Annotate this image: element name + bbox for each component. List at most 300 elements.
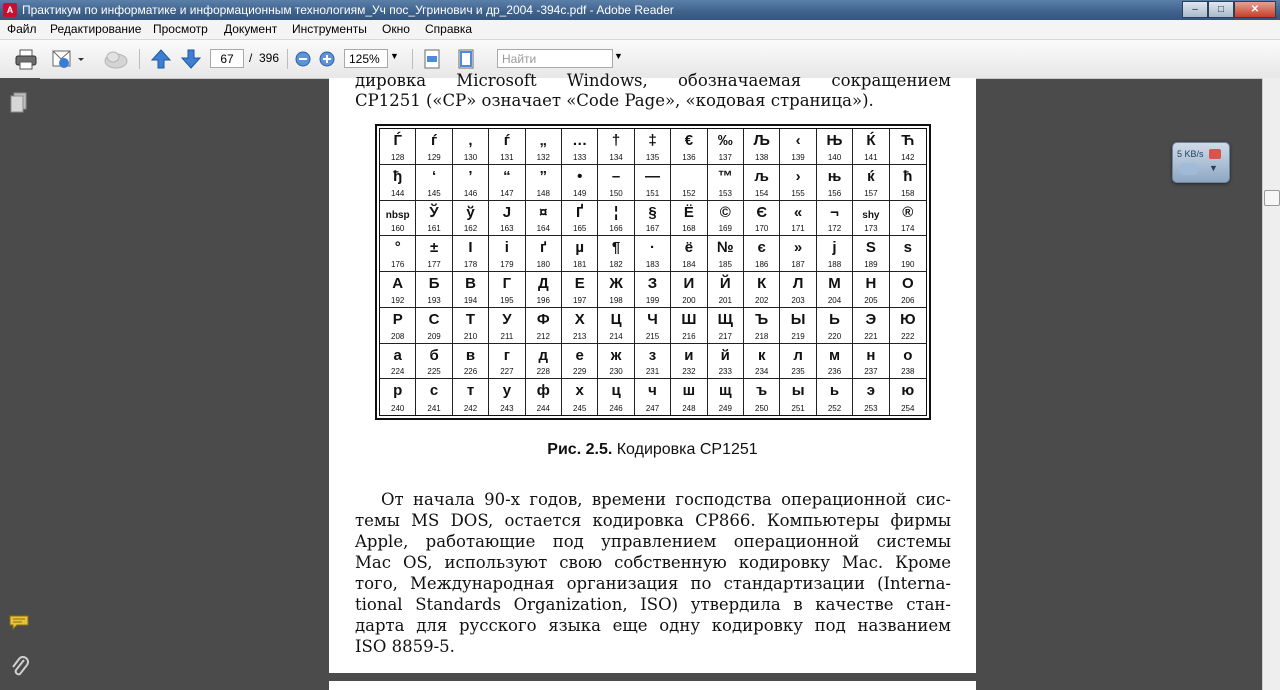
code-number: 201 [718, 295, 732, 305]
code-char: Љ [753, 132, 770, 149]
code-char: … [572, 132, 588, 149]
code-char: Ў [429, 203, 439, 221]
code-number: 140 [827, 152, 842, 162]
code-cell [489, 344, 525, 380]
code-char: ћ [903, 167, 913, 185]
code-number: 233 [718, 367, 732, 377]
code-char: › [795, 167, 801, 185]
code-number: 165 [573, 224, 587, 234]
code-char: С [428, 310, 440, 328]
menu-bar [0, 20, 1280, 40]
code-char: ‹ [795, 132, 801, 149]
comments-icon[interactable] [8, 614, 32, 637]
code-number: 142 [901, 152, 915, 162]
code-char: ч [648, 382, 657, 400]
fit-page-icon[interactable] [454, 47, 478, 71]
code-char: Ф [536, 310, 550, 328]
network-speed-text: 5 KB/s [1177, 149, 1204, 159]
paragraph-line: ISO 8859-5. [355, 637, 455, 656]
code-cell [416, 344, 452, 380]
code-cell [416, 129, 452, 165]
menu-help[interactable]: Справка [425, 22, 473, 36]
chevron-down-icon: ▼ [1209, 163, 1218, 173]
code-cell [489, 272, 525, 308]
cloud-icon [1179, 163, 1199, 175]
code-char: О [901, 275, 914, 292]
code-cell [416, 201, 452, 237]
code-char: » [793, 239, 803, 257]
code-cell [671, 201, 707, 237]
code-char: Н [865, 275, 877, 292]
code-char: — [644, 167, 660, 185]
code-char: ц [611, 382, 621, 400]
code-char: в [465, 346, 476, 364]
code-char: Э [865, 310, 877, 328]
code-char: © [719, 203, 731, 221]
code-cell [853, 201, 889, 237]
code-char: г [503, 346, 511, 364]
code-cell [489, 308, 525, 344]
title-bar [0, 0, 1280, 20]
code-cell [853, 165, 889, 201]
code-cell [817, 344, 853, 380]
cloud-icon[interactable] [100, 47, 132, 71]
code-char: х [575, 382, 584, 400]
code-number: 141 [864, 152, 878, 162]
code-char: ф [536, 382, 550, 400]
code-number: 130 [463, 152, 478, 162]
code-table-grid [379, 128, 927, 416]
code-char: ґ [539, 239, 547, 257]
code-cell [780, 344, 816, 380]
code-cell [708, 344, 744, 380]
paragraph-line: темы MS DOS, остается кодировка CP866. Компьютеры фирмы [355, 511, 951, 530]
code-number: 171 [791, 224, 805, 234]
code-char: е [575, 346, 584, 364]
code-char: ш [682, 382, 696, 400]
code-char: Щ [717, 310, 733, 328]
code-number: 157 [864, 188, 878, 198]
page-number-input[interactable]: 67 [210, 49, 244, 68]
code-char: Ж [609, 275, 623, 292]
code-cell [562, 201, 598, 237]
code-number: 217 [718, 331, 732, 341]
code-number: 214 [609, 331, 623, 341]
code-number: 218 [755, 331, 769, 341]
close-button[interactable]: ✕ [1234, 1, 1276, 18]
code-number: 188 [827, 260, 842, 269]
code-char: А [392, 275, 404, 292]
code-cell [453, 308, 489, 344]
document-page [329, 71, 976, 673]
code-char: Х [574, 310, 585, 328]
code-cell [890, 272, 926, 308]
arrow-down-icon[interactable] [178, 47, 204, 71]
zoom-out-icon[interactable] [293, 47, 313, 71]
code-cell [744, 272, 780, 308]
cp1251-code-table [375, 124, 931, 420]
code-number: 194 [463, 295, 478, 305]
code-char: ¬ [830, 203, 839, 221]
code-char: ё [684, 239, 694, 257]
code-cell [635, 236, 671, 272]
code-cell [453, 201, 489, 237]
code-char: Д [537, 275, 549, 292]
code-char: ж [610, 346, 622, 364]
code-number: 178 [463, 260, 478, 269]
menu-document[interactable]: Документ [224, 22, 278, 36]
code-cell [890, 344, 926, 380]
code-char: а [393, 346, 402, 364]
code-number: 172 [827, 224, 842, 234]
code-char: Њ [826, 132, 843, 149]
code-cell [380, 165, 416, 201]
code-char: у [502, 382, 512, 400]
code-char: № [716, 239, 734, 257]
code-char: ¤ [539, 203, 548, 221]
code-number: 146 [463, 188, 478, 198]
code-cell [562, 272, 598, 308]
code-cell [780, 379, 816, 415]
code-cell [780, 308, 816, 344]
code-number: 250 [755, 404, 769, 413]
code-char: Ю [900, 310, 916, 328]
code-char: ’ [468, 167, 473, 185]
code-char: ђ [393, 167, 403, 185]
code-cell [380, 344, 416, 380]
maximize-button[interactable]: □ [1208, 1, 1234, 18]
code-number: 253 [864, 404, 878, 413]
find-dropdown-icon[interactable]: ▼ [614, 51, 623, 61]
code-number: 147 [500, 188, 514, 198]
code-cell [890, 201, 926, 237]
menu-tools[interactable]: Инструменты [292, 22, 367, 36]
code-char: њ [827, 167, 842, 185]
code-cell [890, 236, 926, 272]
menu-window[interactable]: Окно [382, 22, 410, 36]
code-number: 205 [864, 295, 878, 305]
email-icon[interactable] [48, 47, 88, 71]
code-cell [489, 129, 525, 165]
code-char: љ [754, 167, 769, 185]
code-number: 149 [573, 188, 587, 198]
code-number: 138 [755, 152, 769, 162]
code-char: § [648, 203, 657, 221]
code-number: 222 [901, 331, 915, 341]
code-cell [780, 236, 816, 272]
code-number: 156 [827, 188, 842, 198]
code-cell [453, 272, 489, 308]
code-char: Ќ [866, 132, 876, 149]
code-cell [526, 165, 562, 201]
code-number: 249 [718, 404, 732, 413]
code-number: 169 [718, 224, 732, 234]
code-cell [708, 236, 744, 272]
paragraph-line: дарта для русского языка еще одну кодировку под названием [355, 616, 951, 635]
code-number: 220 [827, 331, 842, 341]
code-number: 209 [427, 331, 441, 341]
zoom-in-icon[interactable] [317, 47, 337, 71]
code-number: 167 [645, 224, 660, 234]
code-char: ѓ [430, 132, 438, 149]
code-number: 208 [391, 331, 405, 341]
code-number: 215 [645, 331, 660, 341]
paragraph-line: От начала 90-х годов, времени господства операционной сис- [381, 490, 951, 509]
code-cell [853, 379, 889, 415]
code-cell [744, 129, 780, 165]
code-cell [708, 379, 744, 415]
paragraph-line: Apple, работающие под управлением операционной системы [355, 532, 951, 551]
code-number: 252 [827, 404, 842, 413]
code-number: 173 [864, 224, 878, 234]
caption-label: Рис. 2.5. [547, 441, 613, 458]
code-char: Ґ [576, 203, 584, 221]
code-char: Ѕ [865, 239, 876, 257]
code-cell [853, 272, 889, 308]
code-number: 248 [682, 404, 696, 413]
code-number: 164 [536, 224, 550, 234]
vertical-scrollbar[interactable] [1262, 78, 1280, 690]
code-number: 219 [791, 331, 805, 341]
code-cell [708, 201, 744, 237]
code-number: 226 [463, 367, 478, 377]
code-cell [635, 165, 671, 201]
code-number: 193 [427, 295, 441, 305]
code-number: 238 [901, 367, 915, 377]
code-char: Ш [681, 310, 697, 328]
minimize-button[interactable]: – [1182, 1, 1208, 18]
code-number: 244 [536, 404, 550, 413]
code-char: ѕ [903, 239, 912, 257]
code-char: Е [574, 275, 585, 292]
code-char: К [757, 275, 767, 292]
code-cell [817, 165, 853, 201]
paragraph-line: того, Международная организация по стандартизации (Interna- [355, 574, 951, 593]
code-char: ј [832, 239, 837, 257]
code-char: Ъ [755, 310, 769, 328]
code-number: 245 [573, 404, 587, 413]
code-char: « [793, 203, 803, 221]
menu-file[interactable]: Файл [7, 22, 37, 36]
code-cell [744, 344, 780, 380]
code-char: Ц [610, 310, 622, 328]
code-cell [562, 129, 598, 165]
code-number: 151 [645, 188, 660, 198]
code-number: 134 [609, 152, 623, 162]
code-cell [598, 165, 634, 201]
code-cell [671, 165, 707, 201]
code-cell [635, 201, 671, 237]
code-number: 189 [864, 260, 878, 269]
code-cell [853, 344, 889, 380]
code-cell [453, 379, 489, 415]
code-cell [453, 129, 489, 165]
window-controls [1182, 1, 1276, 17]
code-cell [416, 379, 452, 415]
code-char: ъ [756, 382, 768, 400]
pages-panel-icon[interactable] [10, 92, 28, 119]
code-cell [489, 379, 525, 415]
code-cell [817, 129, 853, 165]
code-cell [817, 308, 853, 344]
code-number: 182 [609, 260, 623, 269]
code-cell [671, 344, 707, 380]
menu-edit[interactable]: Редактирование [50, 22, 142, 36]
print-icon[interactable] [12, 47, 40, 71]
code-char: р [393, 382, 403, 400]
code-number: 179 [500, 260, 514, 269]
code-cell [635, 272, 671, 308]
zoom-dropdown-icon[interactable]: ▼ [390, 51, 399, 61]
code-cell [453, 236, 489, 272]
code-number: 200 [682, 295, 696, 305]
code-number: 199 [645, 295, 660, 305]
code-cell [708, 272, 744, 308]
fit-width-icon[interactable] [420, 47, 444, 71]
code-number: 229 [573, 367, 587, 377]
code-number: 221 [864, 331, 878, 341]
code-number: 148 [536, 188, 550, 198]
figure-caption [329, 441, 976, 459]
code-number: 161 [427, 224, 441, 234]
code-char: к [757, 346, 766, 364]
code-number: 230 [609, 367, 623, 377]
code-number: 206 [901, 295, 915, 305]
code-char: щ [718, 382, 732, 400]
code-number: 196 [536, 295, 550, 305]
find-input[interactable]: Найти [497, 49, 613, 68]
caption-text: Кодировка CP1251 [616, 441, 758, 458]
code-cell [890, 129, 926, 165]
arrow-up-icon[interactable] [148, 47, 174, 71]
code-number: 185 [718, 260, 732, 269]
code-cell [853, 308, 889, 344]
code-char: М [828, 275, 841, 292]
code-char: ў [466, 203, 475, 221]
code-cell [380, 308, 416, 344]
code-cell [489, 201, 525, 237]
code-char: ¶ [611, 239, 621, 257]
code-number: 246 [609, 404, 623, 413]
code-cell [817, 236, 853, 272]
code-number: 128 [391, 152, 405, 162]
zoom-level-input[interactable]: 125% [344, 49, 388, 68]
code-number: 231 [645, 367, 660, 377]
code-number: 145 [427, 188, 441, 198]
code-cell [453, 344, 489, 380]
code-char: ° [394, 239, 401, 257]
code-char: ‰ [717, 132, 733, 149]
code-cell [526, 236, 562, 272]
code-cell [890, 379, 926, 415]
code-number: 203 [791, 295, 805, 305]
code-number: 154 [755, 188, 769, 198]
code-number: 168 [682, 224, 696, 234]
code-cell [416, 165, 452, 201]
code-char: н [866, 346, 876, 364]
code-cell [562, 379, 598, 415]
code-cell [744, 165, 780, 201]
code-cell [817, 272, 853, 308]
code-cell [416, 272, 452, 308]
code-number: 224 [391, 367, 405, 377]
code-char: д [538, 346, 549, 364]
code-number: 192 [391, 295, 405, 305]
code-char: Р [392, 310, 403, 328]
code-number: 232 [682, 367, 696, 377]
code-cell [526, 129, 562, 165]
code-cell [489, 236, 525, 272]
code-number: 212 [536, 331, 550, 341]
code-cell [671, 272, 707, 308]
code-char: Л [792, 275, 804, 292]
attachment-icon[interactable] [10, 654, 30, 683]
code-number: 213 [573, 331, 587, 341]
code-number: 135 [645, 152, 660, 162]
code-number: 251 [791, 404, 805, 413]
code-number: 183 [645, 260, 660, 269]
paragraph-line: tional Standards Organization, ISO) утвердила в качестве стан- [355, 595, 951, 614]
code-char: · [649, 239, 655, 257]
code-cell [380, 379, 416, 415]
code-char: й [720, 346, 730, 364]
code-number: 177 [427, 260, 441, 269]
code-cell [526, 201, 562, 237]
code-cell [598, 236, 634, 272]
code-cell [817, 201, 853, 237]
navigation-panel [0, 78, 40, 690]
code-cell [853, 129, 889, 165]
code-char: – [611, 167, 621, 185]
code-number: 243 [500, 404, 514, 413]
code-char: з [648, 346, 657, 364]
page-total: 396 [259, 51, 280, 65]
code-cell [526, 272, 562, 308]
code-cell [671, 308, 707, 344]
code-cell [526, 308, 562, 344]
code-char: † [611, 132, 621, 149]
code-number: 225 [427, 367, 441, 377]
menu-view[interactable]: Просмотр [153, 22, 208, 36]
code-number: 170 [755, 224, 769, 234]
code-cell [526, 344, 562, 380]
code-number: 186 [755, 260, 769, 269]
code-number: 254 [901, 404, 915, 413]
widget-menu-icon [1209, 149, 1221, 159]
code-cell [453, 165, 489, 201]
code-char: э [866, 382, 876, 400]
code-cell [598, 379, 634, 415]
code-number: 129 [427, 152, 441, 162]
code-char: Ј [502, 203, 512, 221]
scrollbar-thumb[interactable] [1264, 190, 1280, 206]
code-number: 242 [463, 404, 478, 413]
network-speed-widget[interactable] [1172, 142, 1230, 183]
paragraph-line: Mac OS, используют свою собственную кодировку Mac. Кроме [355, 553, 951, 572]
code-number: 176 [391, 260, 405, 269]
code-cell [635, 308, 671, 344]
code-char: shy [862, 209, 880, 221]
code-char: Й [719, 275, 731, 292]
code-number: 197 [573, 295, 587, 305]
code-cell [598, 201, 634, 237]
code-cell [416, 236, 452, 272]
code-cell [416, 308, 452, 344]
code-char: Ѓ [393, 132, 402, 149]
code-cell [890, 308, 926, 344]
code-char: ь [829, 382, 840, 400]
code-number: 210 [463, 331, 478, 341]
